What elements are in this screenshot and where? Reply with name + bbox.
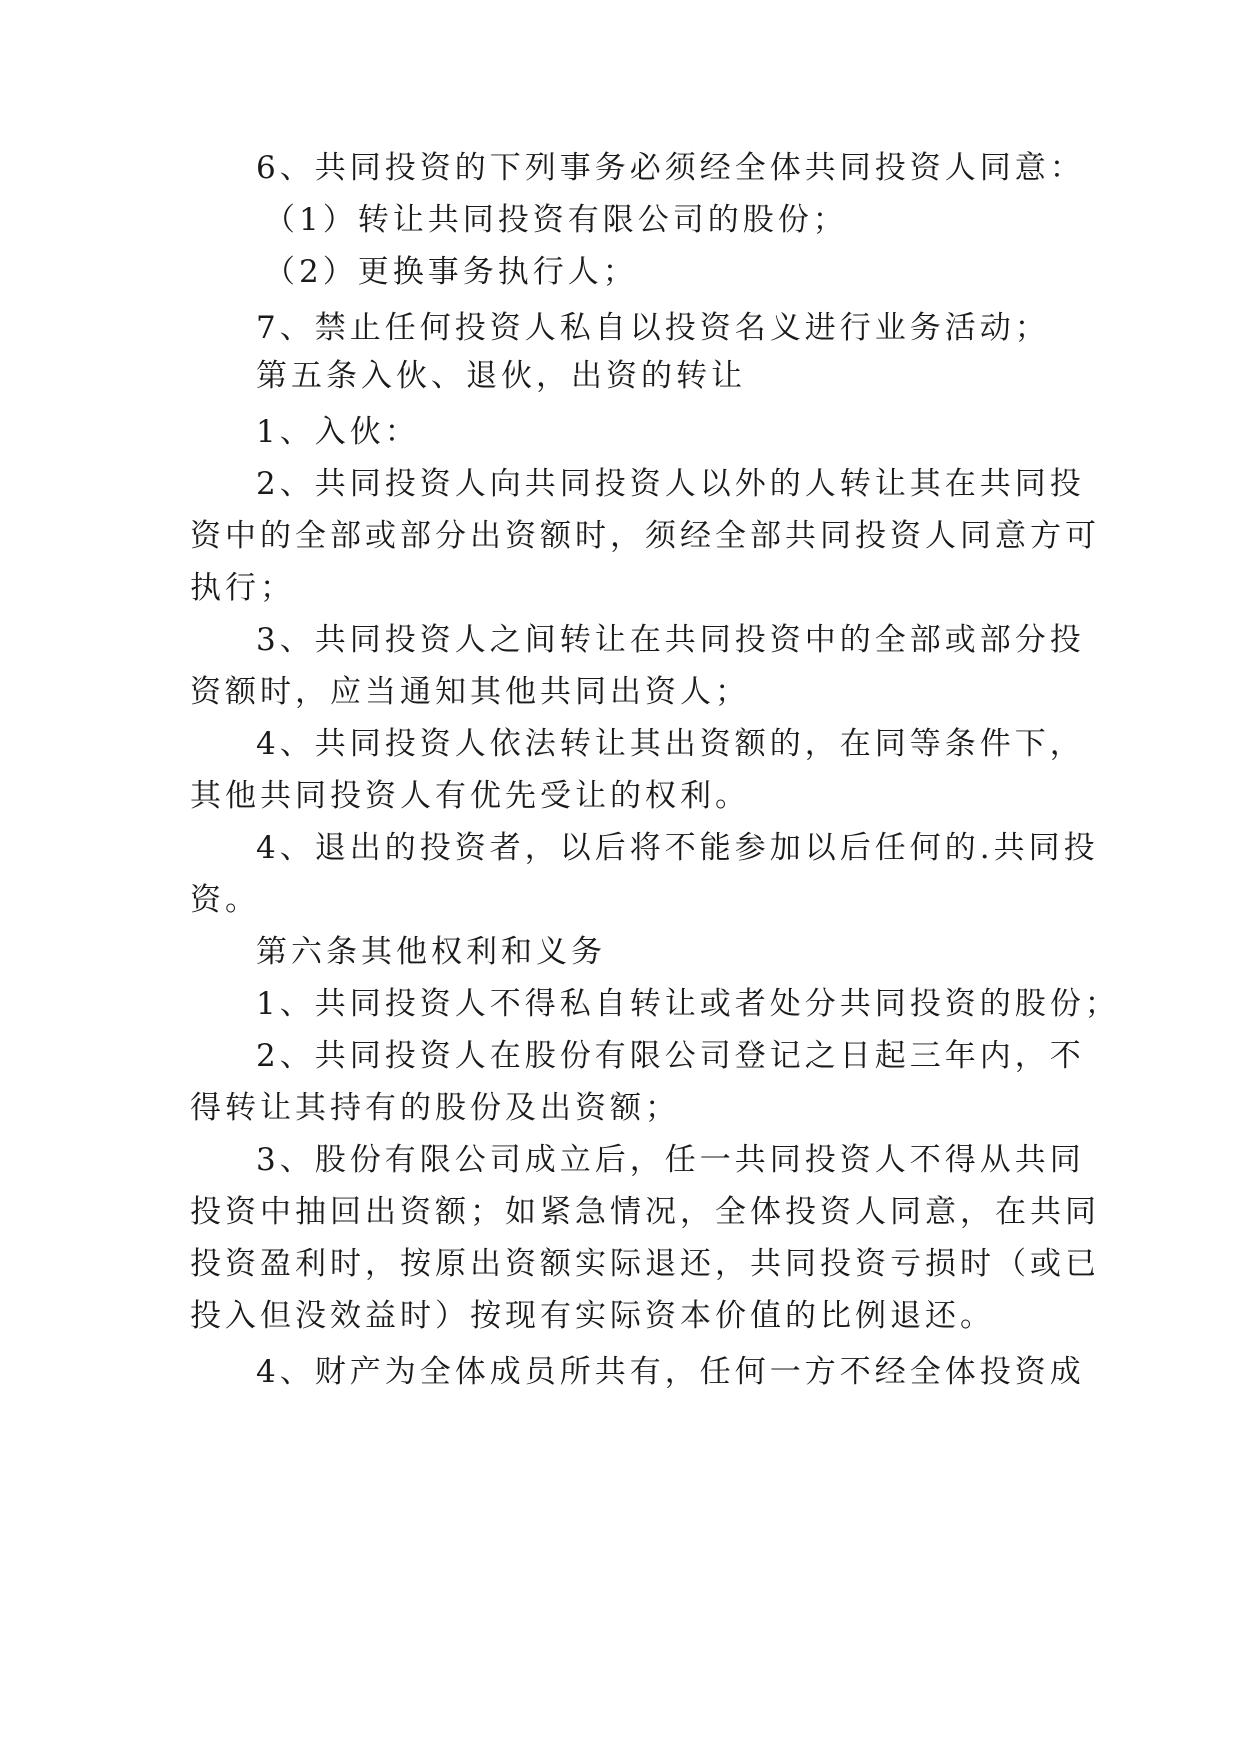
line-article-5-item-3: 3、共同投资人之间转让在共同投资中的全部或部分投 [256, 622, 1085, 658]
line-article-5-item-2-cont-2: 执行； [190, 570, 295, 606]
line-article-6-item-3-cont-1: 投资中抽回出资额；如紧急情况，全体投资人同意，在共同 [190, 1194, 1100, 1230]
line-article-6-item-3-cont-2: 投资盈利时，按原出资额实际退还，共同投资亏损时（或已 [190, 1246, 1100, 1282]
section-heading-article-5: 第五条入伙、退伙，出资的转让 [256, 358, 746, 394]
line-item-6: 6、共同投资的下列事务必须经全体共同投资人同意： [256, 150, 1085, 186]
line-article-5-item-4b-cont: 资。 [190, 882, 260, 918]
line-article-6-item-3-cont-3: 投入但没效益时）按现有实际资本价值的比例退还。 [190, 1298, 995, 1334]
line-article-5-item-4: 4、共同投资人依法转让其出资额的，在同等条件下， [256, 726, 1085, 762]
line-article-5-item-1: 1、入伙： [256, 414, 420, 450]
section-heading-article-6: 第六条其他权利和义务 [256, 934, 606, 970]
line-article-6-item-2: 2、共同投资人在股份有限公司登记之日起三年内，不 [256, 1038, 1085, 1074]
line-article-5-item-2: 2、共同投资人向共同投资人以外的人转让其在共同投 [256, 466, 1085, 502]
line-item-6-1: （1）转让共同投资有限公司的股份； [264, 202, 848, 238]
line-article-6-item-4: 4、财产为全体成员所共有，任何一方不经全体投资成 [256, 1354, 1085, 1390]
line-item-6-2: （2）更换事务执行人； [264, 254, 638, 290]
line-article-5-item-4-cont: 其他共同投资人有优先受让的权利。 [190, 778, 750, 814]
line-article-5-item-3-cont: 资额时，应当通知其他共同出资人； [190, 674, 750, 710]
line-item-7: 7、禁止任何投资人私自以投资名义进行业务活动； [256, 310, 1050, 346]
line-article-6-item-2-cont: 得转让其持有的股份及出资额； [190, 1090, 680, 1126]
line-article-5-item-4b: 4、退出的投资者，以后将不能参加以后任何的.共同投 [256, 830, 1099, 866]
line-article-5-item-2-cont-1: 资中的全部或部分出资额时，须经全部共同投资人同意方可 [190, 518, 1100, 554]
line-article-6-item-3: 3、股份有限公司成立后，任一共同投资人不得从共同 [256, 1142, 1085, 1178]
line-article-6-item-1: 1、共同投资人不得私自转让或者处分共同投资的股份； [256, 986, 1120, 1022]
